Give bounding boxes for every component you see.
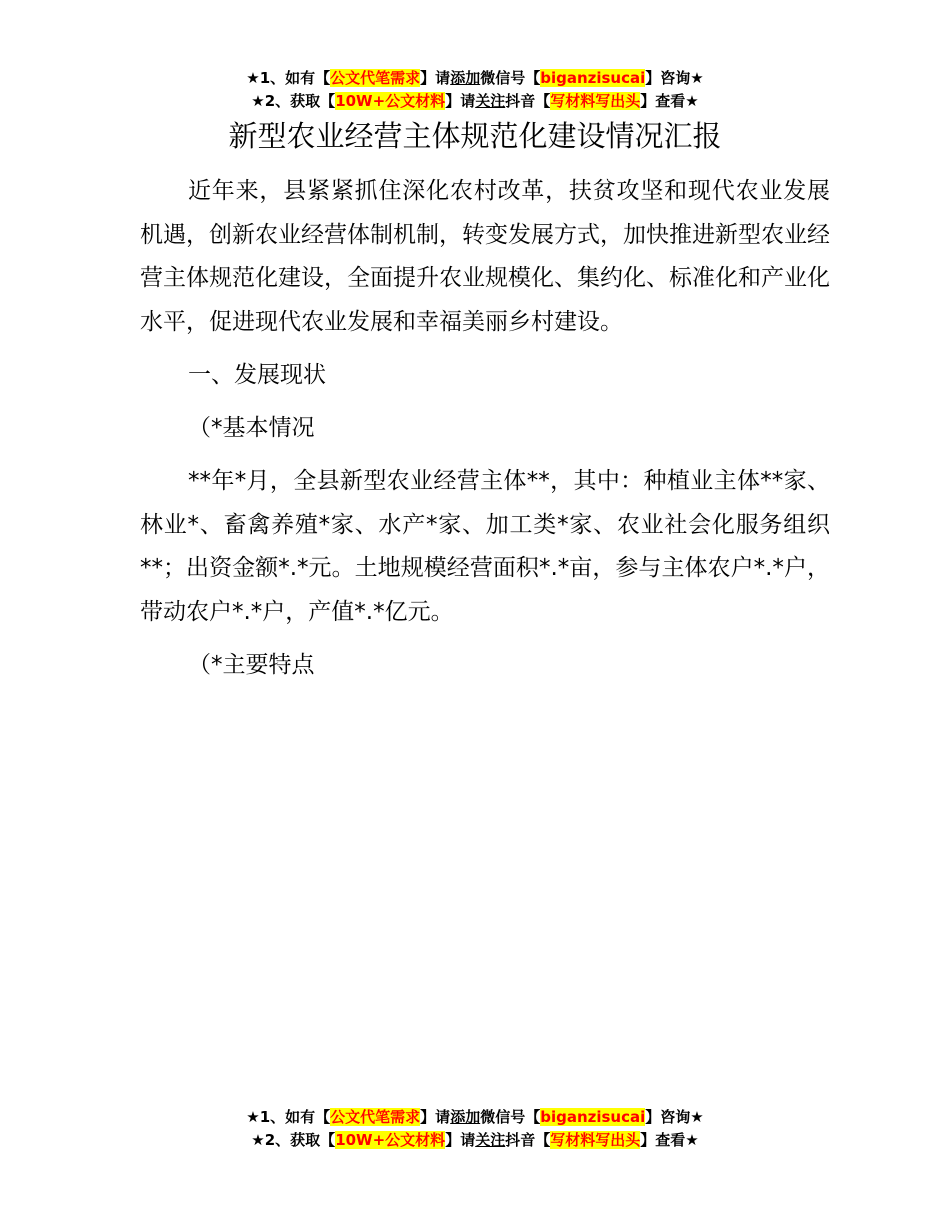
promo-text: 微信号【 <box>480 1108 541 1126</box>
document-title: 新型农业经营主体规范化建设情况汇报 <box>228 119 722 153</box>
promo-underlined: 关注 <box>475 1131 506 1149</box>
promo-text: 】咨询★ <box>645 69 704 87</box>
promo-text: ★2、获取【 <box>251 92 336 110</box>
promo-banner-top <box>0 67 950 113</box>
promo-text: 】请 <box>420 69 451 87</box>
section-heading-development-status: 一、发展现状 <box>188 362 326 388</box>
promo-text: 】请 <box>445 1131 476 1149</box>
promo-highlight: 公文代笔需求 <box>330 1108 421 1126</box>
promo-line-1 <box>0 67 950 90</box>
promo-highlight-wechat: biganzisucai <box>540 69 646 87</box>
promo-underlined: 添加 <box>450 69 481 87</box>
promo-highlight-douyin: 写材料写出头 <box>550 92 641 110</box>
promo-line-2 <box>0 1129 950 1152</box>
promo-text: 抖音【 <box>505 1131 551 1149</box>
promo-underlined: 关注 <box>475 92 506 110</box>
basic-situation-paragraph: **年*月，全县新型农业经营主体**，其中：种植业主体**家、林业*、畜禽养殖*家、水产*家、加工类*家、农业社会化服务组织**；出资金额*.*元。土地规模经营面积*.*亩，参与主体农户*.*户，带动农户*.*户，产值*.*亿元。 <box>140 468 830 625</box>
promo-text: 微信号【 <box>480 69 541 87</box>
promo-text: 抖音【 <box>505 92 551 110</box>
promo-text: 】查看★ <box>640 1131 699 1149</box>
promo-highlight-wechat: biganzisucai <box>540 1108 646 1126</box>
promo-line-2 <box>0 90 950 113</box>
subsection-heading-main-features: （*主要特点 <box>188 652 315 678</box>
promo-underlined: 添加 <box>450 1108 481 1126</box>
subsection-heading-basic-situation: （*基本情况 <box>188 415 315 441</box>
promo-line-1 <box>0 1106 950 1129</box>
promo-banner-bottom <box>0 1106 950 1152</box>
promo-text: ★2、获取【 <box>251 1131 336 1149</box>
promo-text: 】请 <box>445 92 476 110</box>
promo-text: 】请 <box>420 1108 451 1126</box>
promo-text: ★1、如有【 <box>246 1108 331 1126</box>
promo-highlight: 10W+公文材料 <box>335 1131 446 1149</box>
promo-text: ★1、如有【 <box>246 69 331 87</box>
promo-highlight-douyin: 写材料写出头 <box>550 1131 641 1149</box>
promo-text: 】查看★ <box>640 92 699 110</box>
promo-text: 】咨询★ <box>645 1108 704 1126</box>
promo-highlight: 公文代笔需求 <box>330 69 421 87</box>
intro-paragraph: 近年来，县紧紧抓住深化农村改革，扶贫攻坚和现代农业发展机遇，创新农业经营体制机制，转变发展方式，加快推进新型农业经营主体规范化建设，全面提升农业规模化、集约化、标准化和产业化水平，促进现代农业发展和幸福美丽乡村建设。 <box>140 178 830 335</box>
promo-highlight: 10W+公文材料 <box>335 92 446 110</box>
